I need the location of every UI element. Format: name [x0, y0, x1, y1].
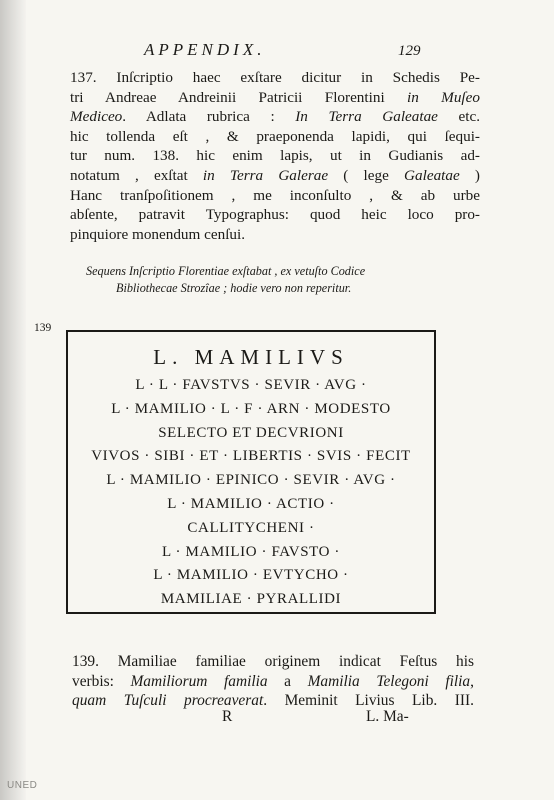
- book-page: [26, 0, 554, 800]
- note-line: [70, 146, 480, 166]
- italic-text: Mamiliorum familia: [130, 672, 268, 690]
- text-run: notatum , exſtat: [70, 166, 203, 184]
- italic-text: Mamilia Telegoni filia: [307, 672, 471, 690]
- inscription-line: SELECTO ET DECVRIONI: [158, 424, 344, 441]
- signature-mark: R: [222, 708, 233, 725]
- text-run: ,: [470, 672, 474, 690]
- text-run: hic tollenda eſt , & praeponenda lapidi, qui ſequi-: [70, 127, 480, 145]
- inscription-line: L · L · FAVSTVS · SEVIR · AVG ·: [135, 377, 367, 393]
- inscription-line: L · MAMILIO · FAVSTO ·: [161, 543, 341, 560]
- running-head: [26, 40, 554, 66]
- text-run: 137. Inſcriptio haec exſtare dicitur in Schedis Pe-: [70, 69, 480, 86]
- note-line: [72, 652, 474, 672]
- note-139: [72, 652, 474, 711]
- inscription-line: L. MAMILIVS: [153, 345, 349, 369]
- italic-text: In Terra Galeatae: [295, 108, 438, 126]
- note-line: [70, 107, 480, 127]
- inscription-line: VIVOS · SIBI · ET · LIBERTIS · SVIS · FECIT: [91, 448, 411, 465]
- note-line: [70, 88, 480, 108]
- note-line: [70, 127, 480, 147]
- page-number: 129: [398, 43, 421, 59]
- italic-text: Galeatae: [404, 166, 460, 184]
- text-run: . Adlata rubrica :: [122, 108, 296, 126]
- note-137: [70, 68, 480, 244]
- scan-binding-edge: [0, 0, 26, 800]
- text-run: . Meminit Livius Lib. III.: [263, 692, 474, 710]
- inscription-line: L · MAMILIO · ACTIO ·: [167, 495, 335, 512]
- inscription-line: L · MAMILIO · L · F · ARN · MODESTO: [111, 400, 391, 417]
- intro-line: Bibliothecae Strozîae ; hodie vero non reperitur.: [116, 281, 352, 295]
- text-run: ( lege: [328, 166, 405, 184]
- text-run: tur num. 138. hic enim lapis, ut in Gudianis ad-: [70, 147, 480, 165]
- italic-text: quam Tuſculi procreaverat: [72, 692, 264, 710]
- note-line: [70, 225, 480, 245]
- note-line: [70, 205, 480, 225]
- note-line: [70, 68, 480, 88]
- italic-text: in Terra Galerae: [202, 166, 329, 184]
- note-line: [70, 166, 480, 186]
- inscription-lines: [68, 342, 434, 612]
- text-run: tri Andreae Andreinii Patricii Florentini: [70, 88, 408, 106]
- catchword: L. Ma-: [366, 708, 409, 725]
- inscription-number: 139: [34, 322, 52, 334]
- inscription-line: MAMILIAE · PYRALLIDI: [160, 591, 342, 608]
- inscription-line: CALLITYCHENI ·: [187, 519, 315, 536]
- text-run: pinquiore monendum cenſui.: [70, 225, 246, 243]
- catchword-line: [26, 708, 554, 730]
- inscription-box: [66, 330, 436, 614]
- running-title: APPENDIX.: [144, 40, 266, 59]
- text-run: ): [459, 166, 480, 184]
- text-run: Hanc tranſpoſitionem , me inconſulto , & ab urbe: [70, 186, 480, 204]
- text-run: etc.: [437, 108, 481, 126]
- library-watermark: UNED: [7, 780, 38, 791]
- text-run: verbis:: [72, 672, 131, 690]
- inscription-line: L · MAMILIO · EPINICO · SEVIR · AVG ·: [106, 472, 396, 489]
- note-line: [72, 672, 474, 692]
- inscription-line: L · MAMILIO · EVTYCHO ·: [153, 567, 349, 584]
- text-run: abſente, patravit Typographus: quod heic loco pro-: [70, 206, 480, 224]
- intro-line: Sequens Inſcriptio Florentiae exſtabat , ex vetuſto Codice: [86, 264, 366, 278]
- text-run: 139. Mamiliae familiae originem indicat Feſtus his: [72, 653, 474, 670]
- note-line: [70, 186, 480, 206]
- inscription-intro: [86, 263, 476, 297]
- italic-text: Mediceo: [70, 108, 123, 126]
- text-run: a: [267, 672, 308, 690]
- italic-text: in Muſeo: [407, 88, 480, 106]
